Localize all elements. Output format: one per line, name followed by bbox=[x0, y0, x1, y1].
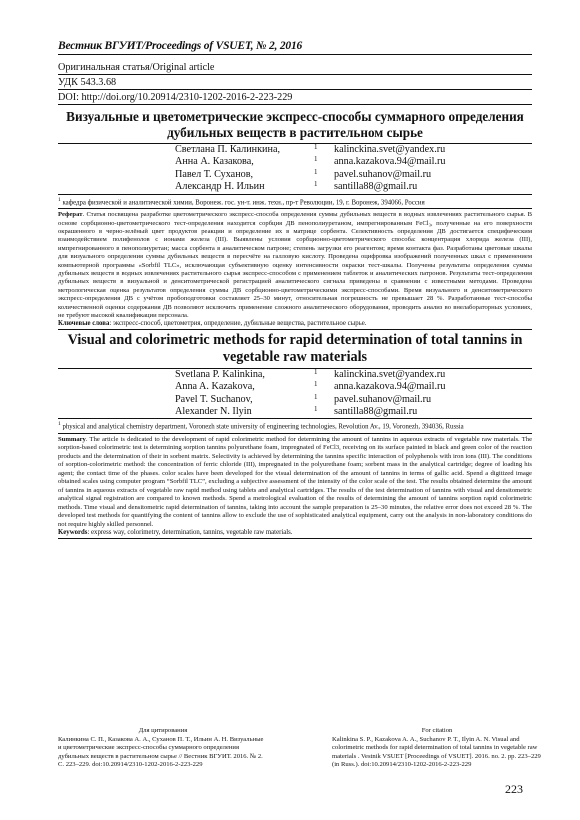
authors-en bbox=[58, 368, 532, 419]
affiliation-text: physical and analytical chemistry department, Voronezh state university of engineering technologies, Revolution Av., 19, Voronezh, 394036, Russia bbox=[62, 423, 464, 431]
author-email[interactable]: anna.kazakova.94@mail.ru bbox=[334, 156, 446, 168]
abstract-ru bbox=[58, 211, 532, 320]
author-row bbox=[58, 406, 532, 418]
author-email[interactable]: kalinckina.svet@yandex.ru bbox=[334, 368, 446, 380]
author-name: Svetlana P. Kalinkina, bbox=[175, 368, 265, 380]
author-affil-mark: 1 bbox=[314, 380, 318, 389]
affiliation-en bbox=[58, 418, 532, 433]
keywords-ru bbox=[58, 320, 532, 329]
author-affil-mark: 1 bbox=[314, 180, 318, 189]
citation-heading: For citation bbox=[421, 727, 453, 734]
author-affil-mark: 1 bbox=[314, 405, 318, 413]
author-email[interactable]: anna.kazakova.94@mail.ru bbox=[334, 381, 446, 393]
author-name: Павел Т. Суханов, bbox=[175, 168, 254, 180]
affiliation-mark: 1 bbox=[58, 196, 61, 203]
citation-en bbox=[332, 727, 542, 770]
abstract-text: . Статья посвящена разработке цветометрического экспресс-способа определения суммы дубильных веществ в водных извлечениях растительного сырья. В основе сорбционно-цветометрического тест-определения находится сорбция ДВ пенополиуретаном, импрегнированным FeCl₃, полученные на его поверхности окрашенного в черно-зелёный цвет продуктов реакции и определение их в матрице сорбента. Селективность определения ДВ достигается специфическим взаимодействием полифенолов с ионами железа (III). Выявлены условия сорбционно-цветометрического способа: концентрация хлорида железа (III), импрегнированного в пенополиуретан; масса сорбента в аналитическом патроне; степень загрузки его реагентом; время контакта фаз. Разработаны цветовые шкалы для визуального определения суммы дубильных веществ в пересчёте на галловую кислоту. Проведена оцифровка изображений полученных шкал с применением компьютерной программы «Sorbfil TLC», исключающая субъективную оценку интенсивности окраски тест-шкалы. Получены результаты определения суммы дубильных веществ в водных извлечениях растительного сырья экспресс-способом с применением таблеток и аналитических патронов. Результаты тест-определения дубильных веществ в визуальной и денситометрической регистрацией аналитического сигнала приведены в сравнении с известными методами. Проведена метрологическая оценка результатов определения суммы ДВ сорбционно-цветометрическими экспресс-способами. Время визуального и денситометрического экспресс-определения ДВ с учётом пробоподготовки составляет 25–30 минут, относительная погрешность не превышает 28 %. Разработанные тест-способы количественной оценки содержания ДВ позволяют исключить применение сложного аналитического оборудования, проводить анализ во внелабораторных условиях, не требуют высокой квалификации персонала. bbox=[58, 211, 532, 319]
author-email[interactable]: kalinckina.svet@yandex.ru bbox=[334, 144, 446, 155]
article-first-page bbox=[58, 40, 532, 539]
author-email[interactable]: santilla88@gmail.ru bbox=[334, 406, 418, 417]
abstract-label: Реферат bbox=[58, 211, 83, 219]
author-name: Anna A. Kazakova, bbox=[175, 381, 255, 393]
affiliation-text: кафедра физической и аналитической химии, Воронеж. гос. ун-т. инж. техн., пр-т Революции, 19, г. Воронеж, 394066, Россия bbox=[62, 198, 425, 206]
author-affil-mark: 1 bbox=[314, 392, 318, 401]
doi-line: DOI: http://doi.org/10.20914/2310-1202-2016-2-223-229 bbox=[58, 90, 532, 105]
author-row bbox=[58, 369, 532, 381]
author-row bbox=[58, 381, 532, 393]
author-affil-mark: 1 bbox=[314, 167, 318, 176]
udc-code: УДК 543.3.68 bbox=[58, 75, 532, 90]
keywords-label: Keywords bbox=[58, 529, 88, 537]
keywords-en bbox=[58, 529, 532, 538]
citation-ru bbox=[58, 727, 268, 770]
citation-heading: Для цитирования bbox=[138, 727, 188, 734]
affiliation-mark: 1 bbox=[58, 421, 61, 428]
author-row bbox=[58, 394, 532, 406]
keywords-text: : экспресс-способ, цветометрия, определение, дубильные вещества, растительное сырье. bbox=[109, 320, 367, 328]
title-ru: Визуальные и цветометрические экспресс-способы суммарного определения дубильных веществ в растительном сырье bbox=[66, 109, 524, 140]
author-row bbox=[58, 156, 532, 168]
affiliation-ru bbox=[58, 194, 532, 209]
author-name: Анна А. Казакова, bbox=[175, 156, 254, 168]
author-name: Alexander N. Ilyin bbox=[175, 406, 252, 417]
article-type: Оригинальная статья/Original article bbox=[58, 60, 532, 75]
journal-header: Вестник ВГУИТ/Proceedings of VSUET, № 2, 2016 bbox=[58, 40, 532, 55]
author-email[interactable]: pavel.suhanov@mail.ru bbox=[334, 168, 432, 180]
abstract-en bbox=[58, 436, 532, 530]
page-number: 223 bbox=[505, 782, 523, 796]
author-name: Светлана П. Калинкина, bbox=[175, 144, 281, 155]
author-row bbox=[58, 181, 532, 193]
keywords-text: : express way, colorimetry, determination, tannins, vegetable raw materials. bbox=[87, 529, 293, 537]
authors-ru bbox=[58, 143, 532, 194]
author-row bbox=[58, 144, 532, 156]
author-email[interactable]: pavel.suhanov@mail.ru bbox=[334, 393, 432, 405]
author-affil-mark: 1 bbox=[314, 143, 318, 151]
author-affil-mark: 1 bbox=[314, 155, 318, 164]
citation-text: Калинкина С. П., Казакова А. А., Суханов П. Т., Ильин А. Н. Визуальные и цветометрические экспресс-способы суммарного определения дубильных веществ в растительном сырье // Вестник ВГУИТ. 2016. № 2. С. 223–229. doi:10.20914/2310-1202-2016-2-223-229 bbox=[58, 735, 264, 769]
author-affil-mark: 1 bbox=[314, 367, 318, 376]
title-en: Visual and colorimetric methods for rapid determination of total tannins in vegetable raw materials bbox=[67, 331, 523, 365]
author-name: Pavel T. Suchanov, bbox=[175, 393, 253, 405]
abstract-label: Summary bbox=[58, 435, 86, 443]
keywords-label: Ключевые слова bbox=[58, 320, 110, 328]
citation-text: Kalinkina S. P., Kazakova A. A., Suchanov P. T., Ilyin A. N. Visual and colorimetric methods for rapid determination of total tannins in vegetable raw materials . Vestnik VSUET [Proceedings of VSUET]. 2016. no. 2. pp. 223–229 (in Russ.). doi:10.20914/2310-1202-2016-2-223-229 bbox=[332, 735, 541, 769]
author-row bbox=[58, 169, 532, 181]
author-email[interactable]: santilla88@gmail.ru bbox=[334, 181, 418, 193]
author-name: Александр Н. Ильин bbox=[175, 181, 265, 193]
abstract-text: . The article is dedicated to the development of rapid colorimetric method for determining the amount of tannins in aqueous extracts of vegetable raw materials. The sorption-based colorimetric test is determining sorption tannins polyurethane foam, impregnated of FeCl3, receiving on its surface painted in black and green color of the reaction products and the determination of their in sorbent matrix. Selectivity is achieved by determining the tannins specific interaction of polyphenols with iron ions (III). The conditions of sorption-colorimetric method: the concentration of ferric chloride (III), impregnated in the polyurethane foam; sorbent mass in the analytical cartridge; degree of loading his agent; the contact time of the phases. color scales have been developed for the visual determination of the amount of tannins in terms of gallic acid. Spend a digitized image obtained scales using computer program “Sorbfil TLC”, excluding a subjective assessment of the intensity of the color scale of the test. The results obtained determine the amount of tannins in aqueous extracts of vegetable raw rapid method using tablets and analytical cartridges. The results of the test determination of tannins with visual and densitometric analytical signal registration are compared to known methods. Spend a metrological evaluation of the results of determining the amount of tannins sorption rapid colorimetric methods. Time visual and densitometric rapid determination of tannins, taking into account the sample preparation is 25–30 minutes, the relative error does not exceed 28 %. The developed test methods for quantifying the content of tannins allow to exclude the use of sophisticated analytical equipment, carry out the analysis in non-laboratory conditions do not require highly skilled personnel. bbox=[58, 435, 532, 528]
